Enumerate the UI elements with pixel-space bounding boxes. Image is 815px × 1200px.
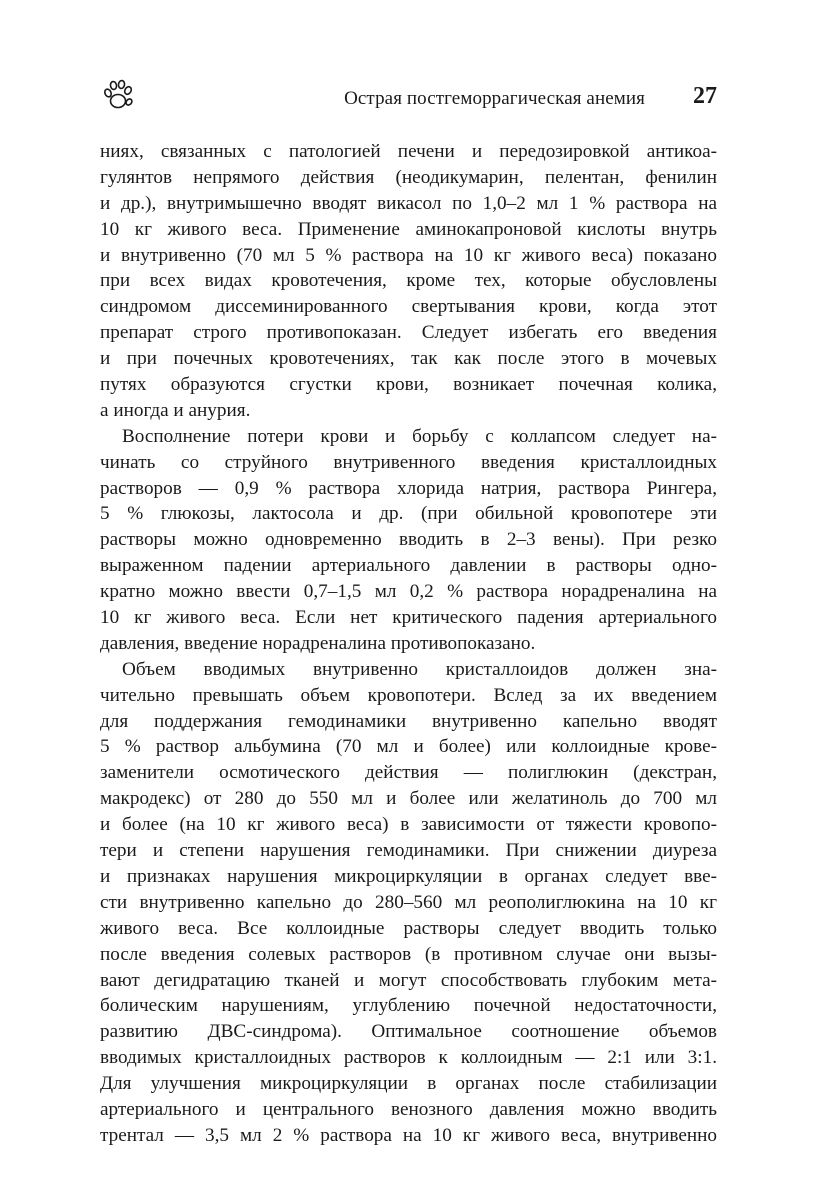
text-line: артериального и центрального венозного давления можно вводить [100, 1098, 717, 1120]
text-line: и более (на 10 кг живого веса) в зависимости от тяжести кровопо- [100, 814, 717, 836]
text-line: ниях, связанных с патологией печени и передозировкой антикоа- [100, 141, 717, 162]
text-line: давления, введение норадреналина противопоказано. [100, 632, 536, 654]
text-line: выраженном падении артериального давлении в растворы одно- [100, 555, 717, 577]
page-header [100, 78, 717, 118]
text-line: Объем вводимых внутривенно кристаллоидов должен зна- [122, 658, 717, 680]
paragraph [100, 657, 717, 1149]
text-line: при всех видах кровотечения, кроме тех, которые обусловлены [100, 270, 717, 292]
paragraph [100, 139, 717, 424]
text-line: чинать со струйного внутривенного введения кристаллоидных [100, 451, 717, 473]
text-line: макродекс) от 280 до 550 мл и более или желатиноль до 700 мл [100, 788, 717, 810]
text-line: гулянтов непрямого действия (неодикумарин, пелентан, фенилин [100, 166, 717, 188]
text-line: Восполнение потери крови и борьбу с коллапсом следует на- [122, 425, 717, 447]
text-line: заменители осмотического действия — полиглюкин (декстран, [100, 762, 717, 784]
text-line: чительно превышать объем кровопотери. Вслед за их введением [100, 684, 717, 706]
text-line: препарат строго противопоказан. Следует избегать его введения [100, 322, 717, 344]
text-line: тери и степени нарушения гемодинамики. При снижении диуреза [100, 840, 717, 862]
text-line: растворов — 0,9 % раствора хлорида натрия, раствора Рингера, [100, 477, 717, 499]
text-line: трентал — 3,5 мл 2 % раствора на 10 кг живого веса, внутривенно [100, 1124, 717, 1146]
text-line: вводимых кристаллоидных растворов к коллоидным — 2:1 или 3:1. [100, 1047, 717, 1069]
text-line: а иногда и анурия. [100, 399, 251, 421]
text-line: 5 % раствор альбумина (70 мл и более) или коллоидные крове- [100, 736, 717, 758]
paragraph [100, 424, 717, 657]
text-line: Для улучшения микроциркуляции в органах после стабилизации [100, 1073, 717, 1095]
body-text [100, 139, 717, 1149]
text-line: развитию ДВС-синдрома). Оптимальное соотношение объемов [100, 1021, 717, 1043]
text-line: и признаках нарушения микроциркуляции в органах следует вве- [100, 865, 717, 887]
text-line: для поддержания гемодинамики внутривенно капельно вводят [100, 710, 717, 732]
text-line: после введения солевых растворов (в противном случае они вызы- [100, 943, 717, 965]
text-line: кратно можно ввести 0,7–1,5 мл 0,2 % раствора норадреналина на [100, 581, 717, 603]
text-line: и при почечных кровотечениях, так как после этого в мочевых [100, 348, 717, 370]
page-number: 27 [693, 83, 717, 109]
text-line: 5 % глюкозы, лактосола и др. (при обильной кровопотере эти [100, 503, 717, 525]
text-line: путях образуются сгустки крови, возникает почечная колика, [100, 374, 717, 396]
running-title: Острая постгеморрагическая анемия [344, 88, 645, 109]
text-line: растворы можно одновременно вводить в 2–3 вены). При резко [100, 529, 717, 551]
text-line: 10 кг живого веса. Применение аминокапроновой кислоты внутрь [100, 218, 717, 240]
text-line: вают дегидратацию тканей и могут способствовать глубоким мета- [100, 969, 717, 991]
text-line: и внутривенно (70 мл 5 % раствора на 10 кг живого веса) показано [100, 244, 717, 266]
text-line: живого веса. Все коллоидные растворы следует вводить только [100, 917, 717, 939]
text-line: сти внутривенно капельно до 280–560 мл реополиглюкина на 10 кг [100, 891, 717, 913]
text-line: синдромом диссеминированного свертывания крови, когда этот [100, 296, 717, 318]
text-line: и др.), внутримышечно вводят викасол по 1,0–2 мл 1 % раствора на [100, 192, 717, 214]
text-line: 10 кг живого веса. Если нет критического падения артериального [100, 607, 717, 629]
paw-print-icon [102, 78, 136, 112]
text-line: болическим нарушениям, углублению почечной недостаточности, [100, 995, 717, 1017]
